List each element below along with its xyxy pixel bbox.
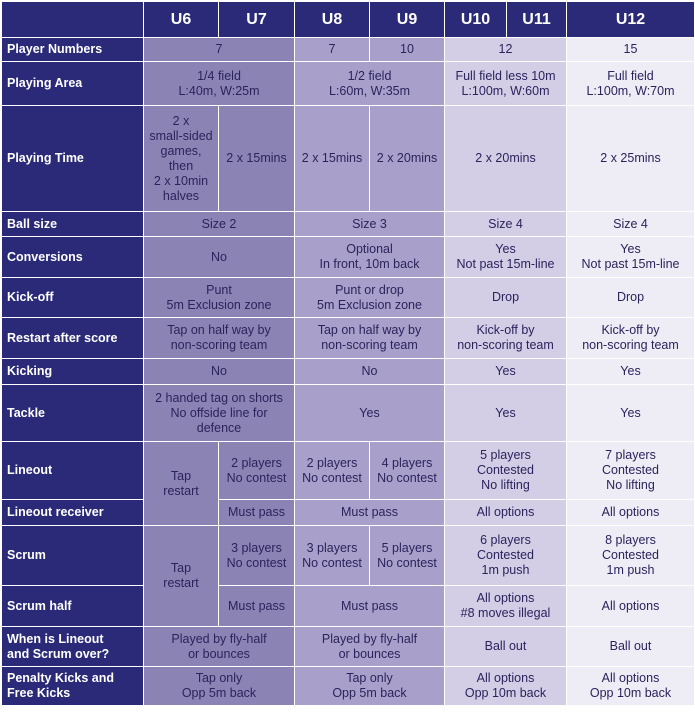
row-lineout-scrum-over (2, 627, 695, 667)
cell-restart-u10-u11 (445, 318, 567, 359)
cell-playing-time-u6 (144, 106, 219, 212)
col-header-u10: U10 (445, 2, 507, 38)
age-grade-rules-table (1, 1, 695, 706)
cell-line: All options (476, 591, 535, 605)
cell-line: L:100m, W:70m (586, 83, 675, 98)
cell-line: 3 players (231, 540, 282, 555)
cell-lineout-receiver-u10-u11: All options (445, 500, 567, 526)
cell-kicking-u6-u7: No (144, 359, 295, 385)
cell-restart-u12 (567, 318, 695, 359)
cell-line: Contested (477, 548, 534, 562)
row-kick-off (2, 278, 695, 318)
cell-player-numbers-u8: 7 (295, 38, 370, 62)
col-header-u8: U8 (295, 2, 370, 38)
cell-player-numbers-u6-u7: 7 (144, 38, 295, 62)
cell-line: 1/2 field (347, 68, 392, 83)
label-line: Penalty Kicks and (7, 671, 114, 685)
cell-line: No contest (302, 555, 362, 570)
cell-line: No lifting (606, 478, 655, 492)
cell-scrum-u8 (295, 526, 370, 586)
cell-penalty-kicks-u12 (567, 667, 695, 706)
row-label-kick-off: Kick-off (2, 278, 144, 318)
cell-playing-area-u6-u7 (144, 62, 295, 106)
cell-line: defence (196, 420, 242, 435)
row-label-penalty-kicks (2, 667, 144, 706)
cell-line: Tap on half way by (317, 323, 422, 337)
row-label-tackle: Tackle (2, 385, 144, 442)
header-corner (2, 2, 144, 38)
cell-line: restart (163, 483, 199, 498)
cell-line: 1/4 field (197, 68, 241, 83)
cell-kicking-u8-u9: No (295, 359, 445, 385)
row-scrum-half (2, 586, 695, 627)
label-line: When is Lineout (7, 631, 104, 646)
cell-line: Kick-off by (476, 323, 535, 337)
cell-line: Not past 15m-line (456, 257, 555, 271)
cell-line: Played by fly-half (171, 631, 267, 646)
cell-scrum-half-u7: Must pass (219, 586, 295, 627)
cell-line: halves (162, 188, 200, 203)
cell-line: No contest (226, 470, 287, 485)
row-label-restart-after-score: Restart after score (2, 318, 144, 359)
cell-player-numbers-u9: 10 (370, 38, 445, 62)
cell-line: All options (476, 671, 535, 685)
cell-lineout-u12 (567, 442, 695, 500)
row-label-lineout-scrum-over (2, 627, 144, 667)
label-line: and Scrum over? (7, 646, 110, 661)
header-row (2, 2, 695, 38)
cell-player-numbers-u12: 15 (567, 38, 695, 62)
cell-line: 5 players (480, 448, 531, 462)
cell-line: No contest (377, 555, 437, 570)
row-tackle (2, 385, 695, 442)
cell-line: In front, 10m back (319, 257, 420, 271)
row-label-playing-area: Playing Area (2, 62, 144, 106)
cell-playing-time-u10-u11: 2 x 20mins (445, 106, 567, 212)
cell-kicking-u10-u11: Yes (445, 359, 567, 385)
col-header-u12: U12 (567, 2, 695, 38)
cell-line: 5 players (381, 540, 433, 555)
cell-line: Tap (170, 468, 192, 483)
row-penalty-kicks (2, 667, 695, 706)
cell-ball-size-u8-u9: Size 3 (295, 212, 445, 237)
cell-lineout-scrum-over-u8-u9 (295, 627, 445, 667)
cell-conversions-u6-u7: No (144, 237, 295, 278)
cell-line: 6 players (480, 533, 531, 547)
cell-playing-time-u7: 2 x 15mins (219, 106, 295, 212)
cell-line: Contested (477, 463, 534, 477)
cell-line: Opp 10m back (464, 686, 547, 700)
cell-line: 5m Exclusion zone (317, 297, 422, 312)
cell-playing-time-u12: 2 x 25mins (567, 106, 695, 212)
row-label-scrum-half: Scrum half (2, 586, 144, 627)
cell-line: Tap on half way by (167, 323, 271, 337)
cell-scrum-u7 (219, 526, 295, 586)
cell-line: L:60m, W:35m (328, 83, 411, 98)
cell-kick-off-u6-u7 (144, 278, 295, 318)
cell-ball-size-u12: Size 4 (567, 212, 695, 237)
cell-ball-size-u10-u11: Size 4 (445, 212, 567, 237)
cell-line: #8 moves illegal (460, 606, 551, 620)
cell-line: No offside line for (170, 405, 268, 420)
cell-line: Yes (495, 242, 516, 256)
row-label-ball-size: Ball size (2, 212, 144, 237)
label-line: Free Kicks (7, 686, 71, 700)
cell-tackle-u10-u11: Yes (445, 385, 567, 442)
cell-tackle-u6-u7 (144, 385, 295, 442)
cell-line: small-sided (149, 128, 213, 143)
cell-line: No contest (377, 470, 437, 485)
cell-line: 4 players (381, 455, 433, 470)
cell-line: Punt (206, 282, 232, 297)
cell-line: Opp 5m back (332, 686, 407, 700)
cell-lineout-scrum-over-u6-u7 (144, 627, 295, 667)
col-header-u7: U7 (219, 2, 295, 38)
cell-lineout-u7 (219, 442, 295, 500)
cell-line: L:40m, W:25m (178, 83, 260, 98)
cell-line: Tap (170, 561, 192, 575)
col-header-u11: U11 (507, 2, 567, 38)
cell-line: All options (601, 671, 660, 685)
cell-kick-off-u10-u11: Drop (445, 278, 567, 318)
cell-kick-off-u8-u9 (295, 278, 445, 318)
cell-line: or bounces (188, 646, 250, 661)
cell-scrum-half-u12: All options (567, 586, 695, 627)
cell-line: 7 players (605, 448, 656, 462)
row-conversions (2, 237, 695, 278)
cell-playing-area-u8-u9 (295, 62, 445, 106)
row-player-numbers (2, 38, 695, 62)
row-lineout-receiver (2, 500, 695, 526)
cell-ball-size-u6-u7: Size 2 (144, 212, 295, 237)
cell-line: 1m push (481, 563, 530, 577)
cell-tackle-u8-u9: Yes (295, 385, 445, 442)
cell-conversions-u10-u11 (445, 237, 567, 278)
cell-line: 5m Exclusion zone (166, 297, 272, 312)
cell-penalty-kicks-u10-u11 (445, 667, 567, 706)
cell-lineout-scrum-over-u10-u11: Ball out (445, 627, 567, 667)
cell-scrum-half-u10-u11 (445, 586, 567, 627)
cell-lineout-u6 (144, 442, 219, 526)
cell-line: L:100m, W:60m (461, 83, 550, 98)
cell-line: Contested (602, 548, 659, 562)
cell-line: Punt or drop (335, 282, 404, 297)
cell-line: 2 players (306, 455, 358, 470)
cell-playing-time-u8: 2 x 15mins (295, 106, 370, 212)
row-kicking (2, 359, 695, 385)
cell-penalty-kicks-u6-u7 (144, 667, 295, 706)
cell-lineout-u8 (295, 442, 370, 500)
row-label-playing-time: Playing Time (2, 106, 144, 212)
cell-line: 2 x 10min (153, 173, 209, 188)
cell-line: Tap only (346, 671, 393, 685)
col-header-u6: U6 (144, 2, 219, 38)
row-playing-time (2, 106, 695, 212)
cell-player-numbers-u10-u11: 12 (445, 38, 567, 62)
cell-penalty-kicks-u8-u9 (295, 667, 445, 706)
cell-line: Contested (602, 463, 659, 477)
row-label-scrum: Scrum (2, 526, 144, 586)
cell-scrum-u9 (370, 526, 445, 586)
cell-line: non-scoring team (457, 338, 554, 352)
cell-kicking-u12: Yes (567, 359, 695, 385)
cell-scrum-half-u8-u9: Must pass (295, 586, 445, 627)
cell-tackle-u12: Yes (567, 385, 695, 442)
cell-restart-u6-u7 (144, 318, 295, 359)
cell-line: or bounces (338, 646, 401, 661)
cell-line: 2 players (231, 455, 282, 470)
cell-line: No contest (302, 470, 362, 485)
cell-line: Not past 15m-line (581, 257, 680, 271)
row-playing-area (2, 62, 695, 106)
cell-line: restart (163, 576, 199, 590)
cell-line: then (168, 158, 194, 173)
row-label-conversions: Conversions (2, 237, 144, 278)
cell-restart-u8-u9 (295, 318, 445, 359)
row-label-player-numbers: Player Numbers (2, 38, 144, 62)
col-header-u9: U9 (370, 2, 445, 38)
cell-line: Played by fly-half (321, 631, 418, 646)
cell-line: Full field less 10m (455, 68, 556, 83)
cell-line: No lifting (481, 478, 530, 492)
cell-line: Full field (607, 68, 654, 83)
row-lineout (2, 442, 695, 500)
cell-line: Optional (346, 242, 393, 256)
cell-playing-area-u10-u11 (445, 62, 567, 106)
cell-line: non-scoring team (170, 338, 268, 352)
cell-scrum-u6 (144, 526, 219, 627)
cell-line: No contest (226, 555, 287, 570)
row-label-kicking: Kicking (2, 359, 144, 385)
row-label-lineout-receiver: Lineout receiver (2, 500, 144, 526)
cell-lineout-receiver-u7: Must pass (219, 500, 295, 526)
cell-line: 8 players (605, 533, 656, 547)
row-label-lineout: Lineout (2, 442, 144, 500)
cell-line: 3 players (306, 540, 358, 555)
cell-playing-time-u9: 2 x 20mins (370, 106, 445, 212)
cell-lineout-receiver-u12: All options (567, 500, 695, 526)
cell-line: 2 handed tag on shorts (155, 390, 283, 405)
cell-lineout-u9 (370, 442, 445, 500)
row-scrum (2, 526, 695, 586)
cell-line: Yes (620, 242, 641, 256)
cell-playing-area-u12 (567, 62, 695, 106)
cell-scrum-u12 (567, 526, 695, 586)
cell-line: non-scoring team (582, 338, 679, 352)
cell-line: Opp 5m back (181, 686, 257, 700)
row-restart-after-score (2, 318, 695, 359)
cell-line: non-scoring team (321, 338, 418, 352)
cell-conversions-u8-u9 (295, 237, 445, 278)
cell-lineout-scrum-over-u12: Ball out (567, 627, 695, 667)
cell-lineout-u10-u11 (445, 442, 567, 500)
cell-conversions-u12 (567, 237, 695, 278)
cell-kick-off-u12: Drop (567, 278, 695, 318)
cell-line: Kick-off by (601, 323, 660, 337)
cell-line: 2 x (172, 113, 190, 128)
cell-line: games, (160, 143, 202, 158)
cell-line: Tap only (195, 671, 243, 685)
row-ball-size (2, 212, 695, 237)
cell-line: Opp 10m back (589, 686, 672, 700)
cell-scrum-u10-u11 (445, 526, 567, 586)
cell-lineout-receiver-u8-u9: Must pass (295, 500, 445, 526)
cell-line: 1m push (606, 563, 655, 577)
